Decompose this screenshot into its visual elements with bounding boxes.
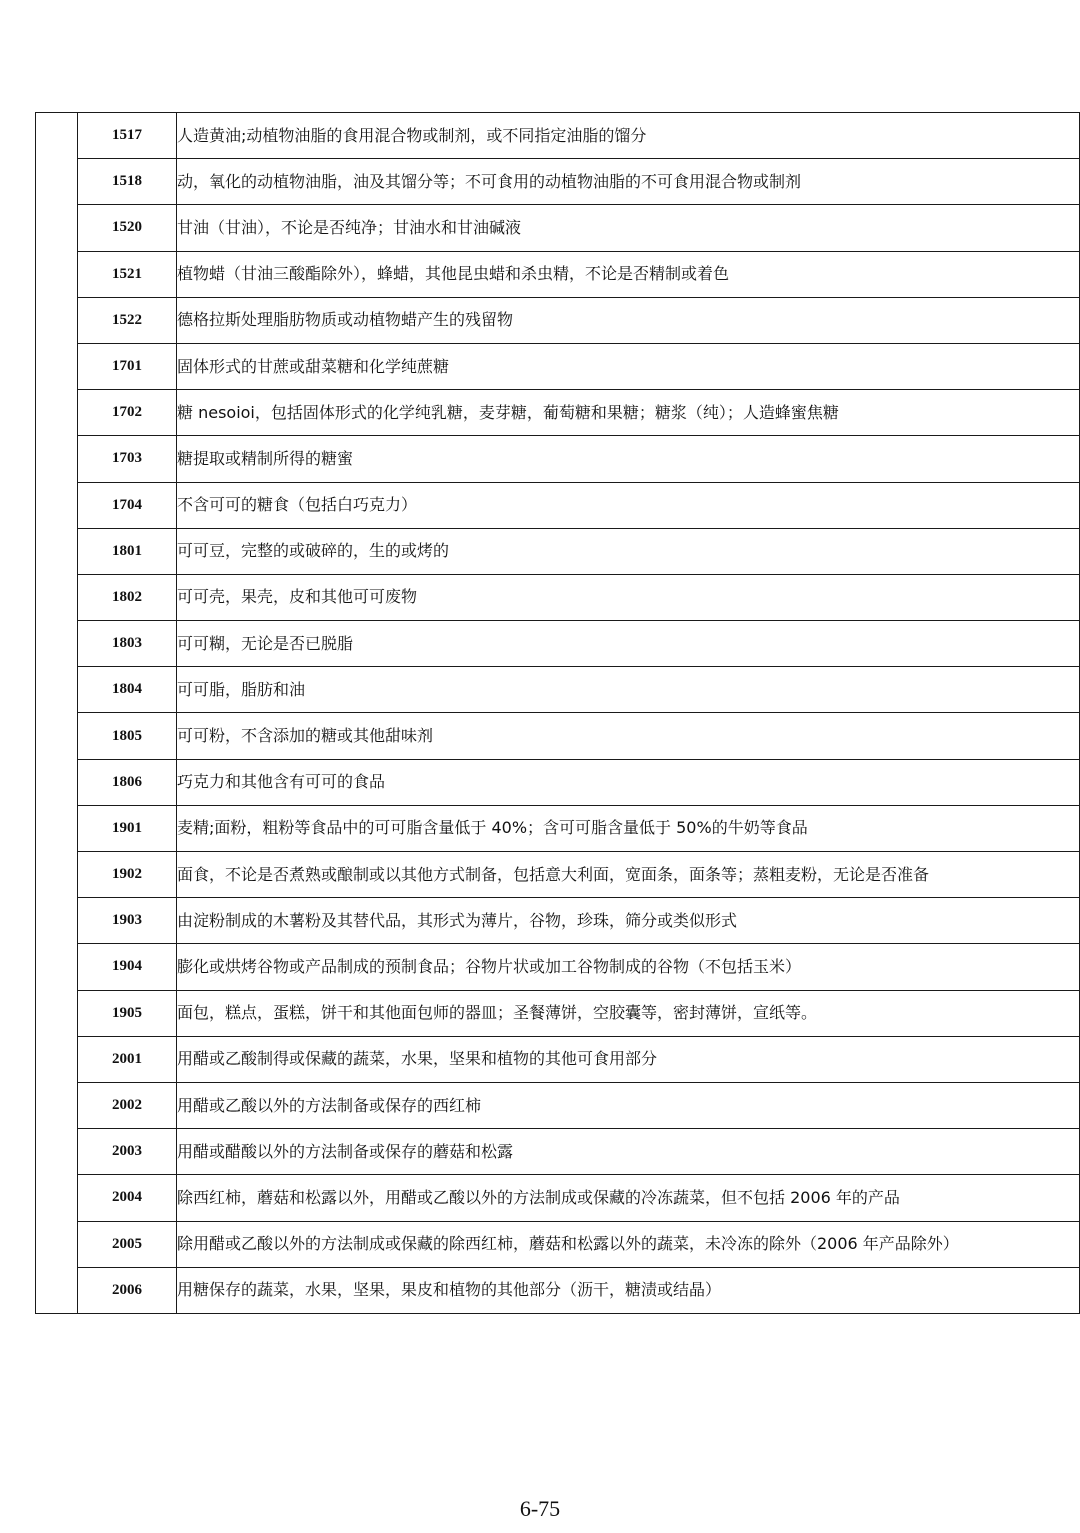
table-row	[36, 343, 1080, 389]
description-cell: 可可粉，不含添加的糖或其他甜味剂	[177, 713, 1080, 759]
hs-code-cell: 1701	[78, 343, 177, 389]
table-row	[36, 205, 1080, 251]
table-row	[36, 436, 1080, 482]
description-cell: 可可脂，脂肪和油	[177, 667, 1080, 713]
hs-code-cell: 1905	[78, 990, 177, 1036]
table-body	[36, 113, 1080, 1314]
table-row	[36, 1129, 1080, 1175]
table-row	[36, 990, 1080, 1036]
description-cell: 巧克力和其他含有可可的食品	[177, 759, 1080, 805]
hs-code-cell: 1517	[78, 113, 177, 159]
description-cell: 用醋或乙酸制得或保藏的蔬菜，水果，坚果和植物的其他可食用部分	[177, 1036, 1080, 1082]
table-row	[36, 113, 1080, 159]
hs-code-cell: 2001	[78, 1036, 177, 1082]
description-cell: 固体形式的甘蔗或甜菜糖和化学纯蔗糖	[177, 343, 1080, 389]
hs-code-cell: 1902	[78, 852, 177, 898]
description-cell: 用糖保存的蔬菜，水果，坚果，果皮和植物的其他部分（沥干，糖渍或结晶）	[177, 1267, 1080, 1313]
tariff-code-table	[35, 112, 1080, 1314]
hs-code-cell: 1901	[78, 805, 177, 851]
description-cell: 麦精;面粉，粗粉等食品中的可可脂含量低于 40%；含可可脂含量低于 50%的牛奶等食品	[177, 805, 1080, 851]
table-row	[36, 621, 1080, 667]
description-cell: 用醋或醋酸以外的方法制备或保存的蘑菇和松露	[177, 1129, 1080, 1175]
hs-code-cell: 1903	[78, 898, 177, 944]
hs-code-cell: 1518	[78, 159, 177, 205]
description-cell: 由淀粉制成的木薯粉及其替代品，其形式为薄片，谷物，珍珠，筛分或类似形式	[177, 898, 1080, 944]
table-row	[36, 159, 1080, 205]
table-row	[36, 944, 1080, 990]
blank-category-cell	[36, 113, 78, 1314]
table-row	[36, 713, 1080, 759]
description-cell: 人造黄油;动植物油脂的食用混合物或制剂，或不同指定油脂的馏分	[177, 113, 1080, 159]
description-cell: 甘油（甘油），不论是否纯净；甘油水和甘油碱液	[177, 205, 1080, 251]
description-cell: 德格拉斯处理脂肪物质或动植物蜡产生的残留物	[177, 297, 1080, 343]
table-row	[36, 297, 1080, 343]
table-row	[36, 1082, 1080, 1128]
hs-code-cell: 1520	[78, 205, 177, 251]
table-row	[36, 852, 1080, 898]
hs-code-cell: 2002	[78, 1082, 177, 1128]
description-cell: 植物蜡（甘油三酸酯除外），蜂蜡，其他昆虫蜡和杀虫精，不论是否精制或着色	[177, 251, 1080, 297]
table-row	[36, 1267, 1080, 1313]
description-cell: 膨化或烘烤谷物或产品制成的预制食品；谷物片状或加工谷物制成的谷物（不包括玉米）	[177, 944, 1080, 990]
table-row	[36, 482, 1080, 528]
page-number: 6-75	[519, 1496, 561, 1521]
description-cell: 除用醋或乙酸以外的方法制成或保藏的除西红柿，蘑菇和松露以外的蔬菜，未冷冻的除外（2006 年产品除外）	[177, 1221, 1080, 1267]
table-row	[36, 1036, 1080, 1082]
hs-code-cell: 2004	[78, 1175, 177, 1221]
hs-code-cell: 2003	[78, 1129, 177, 1175]
hs-code-cell: 2006	[78, 1267, 177, 1313]
table-row	[36, 528, 1080, 574]
description-cell: 除西红柿，蘑菇和松露以外，用醋或乙酸以外的方法制成或保藏的冷冻蔬菜，但不包括 2006 年的产品	[177, 1175, 1080, 1221]
hs-code-cell: 1904	[78, 944, 177, 990]
table-row	[36, 759, 1080, 805]
table-row	[36, 1221, 1080, 1267]
hs-code-cell: 1804	[78, 667, 177, 713]
hs-code-cell: 1703	[78, 436, 177, 482]
hs-code-cell: 1806	[78, 759, 177, 805]
description-cell: 糖 nesoioi，包括固体形式的化学纯乳糖，麦芽糖，葡萄糖和果糖；糖浆（纯）；人造蜂蜜焦糖	[177, 390, 1080, 436]
description-cell: 不含可可的糖食（包括白巧克力）	[177, 482, 1080, 528]
description-cell: 用醋或乙酸以外的方法制备或保存的西红柿	[177, 1082, 1080, 1128]
hs-code-cell: 1522	[78, 297, 177, 343]
description-cell: 面包，糕点，蛋糕，饼干和其他面包师的器皿；圣餐薄饼，空胶囊等，密封薄饼，宣纸等。	[177, 990, 1080, 1036]
hs-code-cell: 1704	[78, 482, 177, 528]
table-row	[36, 667, 1080, 713]
table-row	[36, 898, 1080, 944]
description-cell: 可可糊，无论是否已脱脂	[177, 621, 1080, 667]
description-cell: 动，氧化的动植物油脂，油及其馏分等；不可食用的动植物油脂的不可食用混合物或制剂	[177, 159, 1080, 205]
hs-code-cell: 1805	[78, 713, 177, 759]
hs-code-cell: 1803	[78, 621, 177, 667]
description-cell: 糖提取或精制所得的糖蜜	[177, 436, 1080, 482]
hs-code-cell: 1802	[78, 574, 177, 620]
hs-code-cell: 1801	[78, 528, 177, 574]
table-row	[36, 574, 1080, 620]
description-cell: 面食，不论是否煮熟或酿制或以其他方式制备，包括意大利面，宽面条，面条等；蒸粗麦粉，无论是否准备	[177, 852, 1080, 898]
table-row	[36, 1175, 1080, 1221]
hs-code-cell: 1521	[78, 251, 177, 297]
table-row	[36, 805, 1080, 851]
hs-code-cell: 2005	[78, 1221, 177, 1267]
table-row	[36, 390, 1080, 436]
hs-code-cell: 1702	[78, 390, 177, 436]
description-cell: 可可壳，果壳，皮和其他可可废物	[177, 574, 1080, 620]
table-row	[36, 251, 1080, 297]
description-cell: 可可豆，完整的或破碎的，生的或烤的	[177, 528, 1080, 574]
